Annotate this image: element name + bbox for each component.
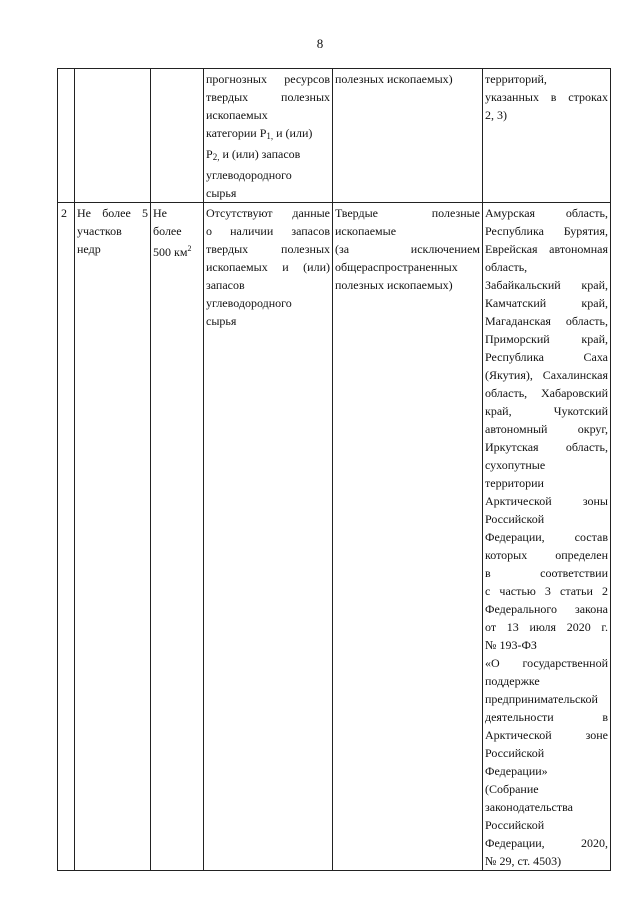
text-line: недр (77, 242, 101, 256)
cell-plots-count (75, 203, 151, 871)
text-line: область, (485, 260, 528, 274)
text-line: Еврейская автономная (485, 242, 608, 256)
text-line: деятельности в (485, 710, 608, 724)
text-line: Магаданская область, (485, 314, 608, 328)
text-line: Федерации, 2020, (485, 836, 608, 850)
text-line: край, Чукотский (485, 404, 608, 418)
cell-minerals-continued (333, 69, 483, 203)
cell-reserves-continued (204, 69, 333, 203)
text-line: $P_{2,}$ и (или) запасов (206, 147, 301, 162)
text-line: с частью 3 статьи 2 (485, 584, 608, 598)
text-line: Иркутская область, (485, 440, 608, 454)
text-line: (за исключением (335, 242, 480, 256)
text-line: (Якутия), Сахалинская (485, 368, 608, 382)
text-line: которых определен (485, 548, 608, 562)
cell-num-empty (58, 69, 75, 203)
text-line: о наличии запасов (206, 224, 330, 238)
text-line: углеводородного (206, 296, 292, 310)
text-line: прогнозных ресурсов (206, 72, 330, 86)
text-line: Федерации» (485, 764, 548, 778)
table-row-continuation (58, 69, 611, 203)
text-line: полезных ископаемых) (335, 72, 453, 86)
text-line: Республика Бурятия, (485, 224, 608, 238)
text-line: запасов (206, 278, 245, 292)
text-line: углеводородного (206, 168, 292, 182)
text-line: Российской (485, 818, 545, 832)
text-line: указанных в строках (485, 90, 608, 104)
text-line: участков (77, 224, 122, 238)
text-line: от 13 июля 2020 г. (485, 620, 608, 634)
text-line: ископаемых (206, 108, 268, 122)
text-line: № 29, ст. 4503) (485, 854, 562, 868)
text-line: поддержке (485, 674, 540, 688)
text-line: (Собрание (485, 782, 539, 796)
text-line: Приморский край, (485, 332, 608, 346)
text-line: территории (485, 476, 544, 490)
text-line: Амурская область, (485, 206, 608, 220)
text-line: «О государственной (485, 656, 608, 670)
cell-territories-continued (483, 69, 611, 203)
cell-area-limit (151, 203, 204, 871)
cell-plots-empty (75, 69, 151, 203)
text-line: сырья (206, 186, 237, 200)
text-line: ископаемые (335, 224, 397, 238)
text-line: № 193-ФЗ (485, 638, 537, 652)
cell-area-empty (151, 69, 204, 203)
text-line: более (153, 224, 182, 238)
text-line: 500 $км^2$ (153, 244, 192, 259)
text-line: Российской (485, 512, 545, 526)
text-line: Камчатский край, (485, 296, 608, 310)
text-line: в соответствии (485, 566, 608, 580)
text-line: Забайкальский край, (485, 278, 608, 292)
text-line: твердых полезных (206, 90, 330, 104)
page-number: 8 (316, 36, 324, 51)
text-line: сырья (206, 314, 237, 328)
text-line: категории $P_{1,}$ и (или) (206, 126, 313, 141)
cell-minerals (333, 203, 483, 871)
text-line: область, Хабаровский (485, 386, 608, 400)
cell-reserves (204, 203, 333, 871)
text-line: Федерального закона (485, 602, 608, 616)
text-line: Не более 5 (77, 206, 148, 220)
text-line: Арктической зоне (485, 728, 608, 742)
text-line: Арктической зоны (485, 494, 608, 508)
text-line: Федерации, состав (485, 530, 608, 544)
text-line: Не (153, 206, 167, 220)
table-row-2 (58, 203, 611, 871)
text-line: Республика Саха (485, 350, 608, 364)
text-line: законодательства (485, 800, 573, 814)
text-line: Отсутствуют данные (206, 206, 330, 220)
text-line: твердых полезных (206, 242, 330, 256)
cell-territories (483, 203, 611, 871)
text-line: автономный округ, (485, 422, 608, 436)
text-line: ископаемых и (или) (206, 260, 330, 274)
text-line: территорий, (485, 72, 547, 86)
text-line: Российской (485, 746, 545, 760)
text-line: полезных ископаемых) (335, 278, 453, 292)
text-line: Твердые полезные (335, 206, 480, 220)
legal-table (57, 68, 611, 871)
text-line: предпринимательской (485, 692, 598, 706)
text-line: 2, 3) (485, 108, 507, 122)
text-line: сухопутные (485, 458, 546, 472)
text-line: общераспространенных (335, 260, 458, 274)
row-number: 2 (58, 203, 75, 871)
